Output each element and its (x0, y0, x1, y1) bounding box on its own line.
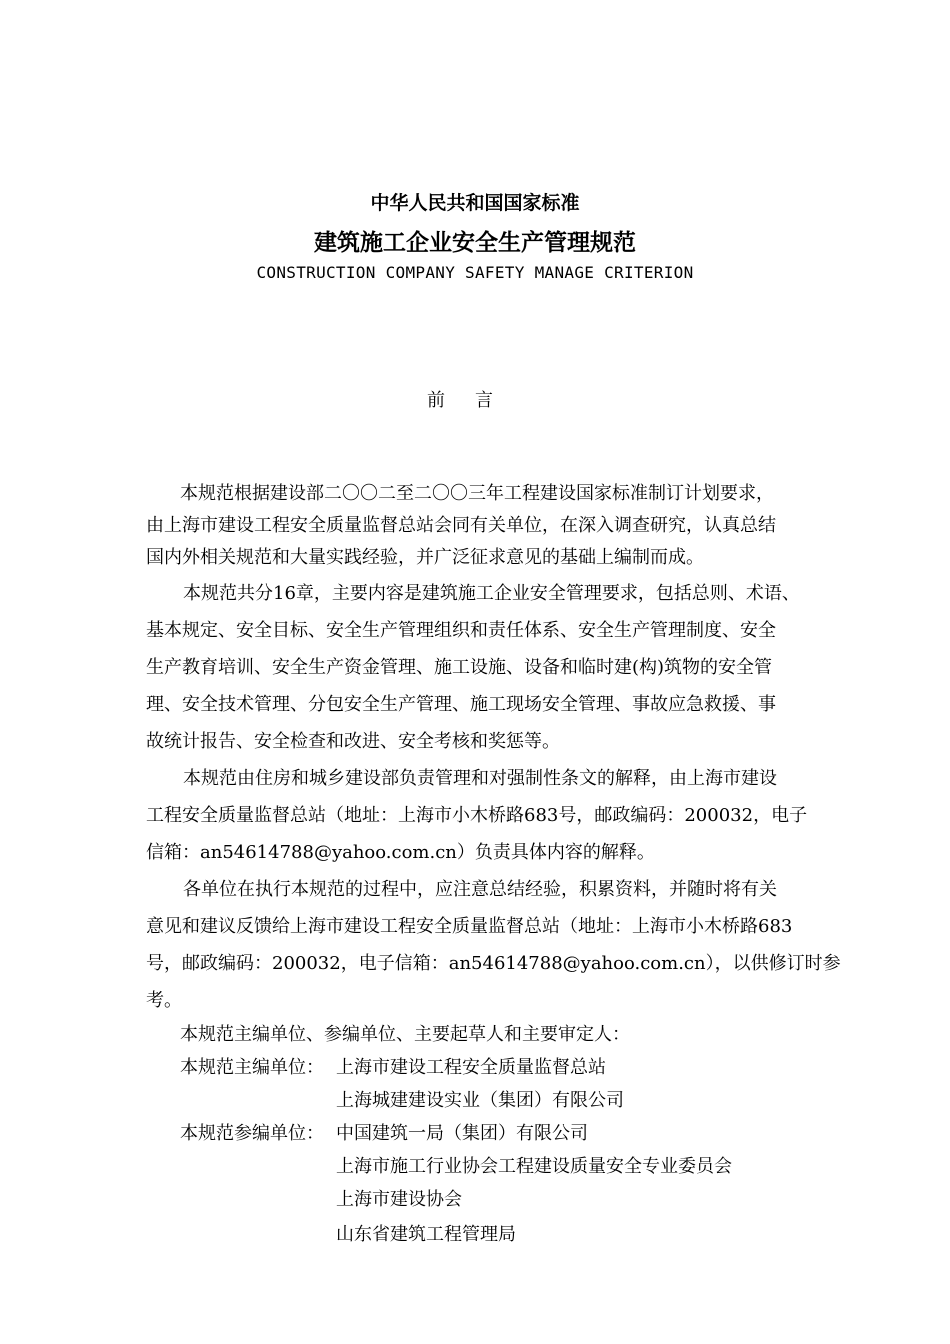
participating-unit: 上海市建设协会 (336, 1189, 462, 1210)
preface-line: 由上海市建设工程安全质量监督总站会同有关单位，在深入调查研究，认真总结 (146, 515, 776, 536)
standard-line: 中华人民共和国国家标准 (370, 192, 580, 214)
preface-line: 国内外相关规范和大量实践经验，并广泛征求意见的基础上编制而成。 (146, 547, 704, 568)
document-title-english: CONSTRUCTION COMPANY SAFETY MANAGE CRITERION (256, 263, 694, 282)
participating-unit: 山东省建筑工程管理局 (336, 1224, 516, 1245)
participating-unit: 中国建筑一局（集团）有限公司 (336, 1123, 588, 1144)
preface-line: 各单位在执行本规范的过程中，应注意总结经验，积累资料，并随时将有关 (183, 879, 777, 900)
preface-heading: 前言 (427, 390, 523, 411)
preface-line: 本规范主编单位、参编单位、主要起草人和主要审定人： (180, 1024, 630, 1045)
participating-unit: 上海市施工行业协会工程建设质量安全专业委员会 (336, 1156, 732, 1177)
chief-unit: 上海城建建设实业（集团）有限公司 (336, 1090, 624, 1111)
document-title: 建筑施工企业安全生产管理规范 (314, 230, 636, 256)
preface-line: 本规范由住房和城乡建设部负责管理和对强制性条文的解释，由上海市建设 (183, 768, 777, 789)
preface-line: 基本规定、安全目标、安全生产管理组织和责任体系、安全生产管理制度、安全 (146, 620, 776, 641)
chief-unit: 上海市建设工程安全质量监督总站 (336, 1057, 606, 1078)
preface-line: 号，邮政编码：200032，电子信箱：an54614788@yahoo.com.cn），以供修订时参 (146, 953, 841, 974)
preface-line: 本规范根据建设部二〇〇二至二〇〇三年工程建设国家标准制订计划要求， (180, 483, 774, 504)
preface-line: 考。 (146, 990, 182, 1011)
participating-units-label: 本规范参编单位： (180, 1123, 324, 1144)
preface-line: 故统计报告、安全检查和改进、安全考核和奖惩等。 (146, 731, 560, 752)
preface-line: 工程安全质量监督总站（地址：上海市小木桥路683号，邮政编码：200032，电子 (146, 805, 808, 826)
preface-line: 本规范共分16章，主要内容是建筑施工企业安全管理要求，包括总则、术语、 (183, 583, 800, 604)
preface-line: 生产教育培训、安全生产资金管理、施工设施、设备和临时建(构)筑物的安全管 (146, 657, 773, 678)
preface-line: 信箱：an54614788@yahoo.com.cn）负责具体内容的解释。 (146, 842, 655, 863)
chief-units-label: 本规范主编单位： (180, 1057, 324, 1078)
preface-line: 理、安全技术管理、分包安全生产管理、施工现场安全管理、事故应急救援、事 (146, 694, 776, 715)
preface-line: 意见和建议反馈给上海市建设工程安全质量监督总站（地址：上海市小木桥路683 (146, 916, 793, 937)
